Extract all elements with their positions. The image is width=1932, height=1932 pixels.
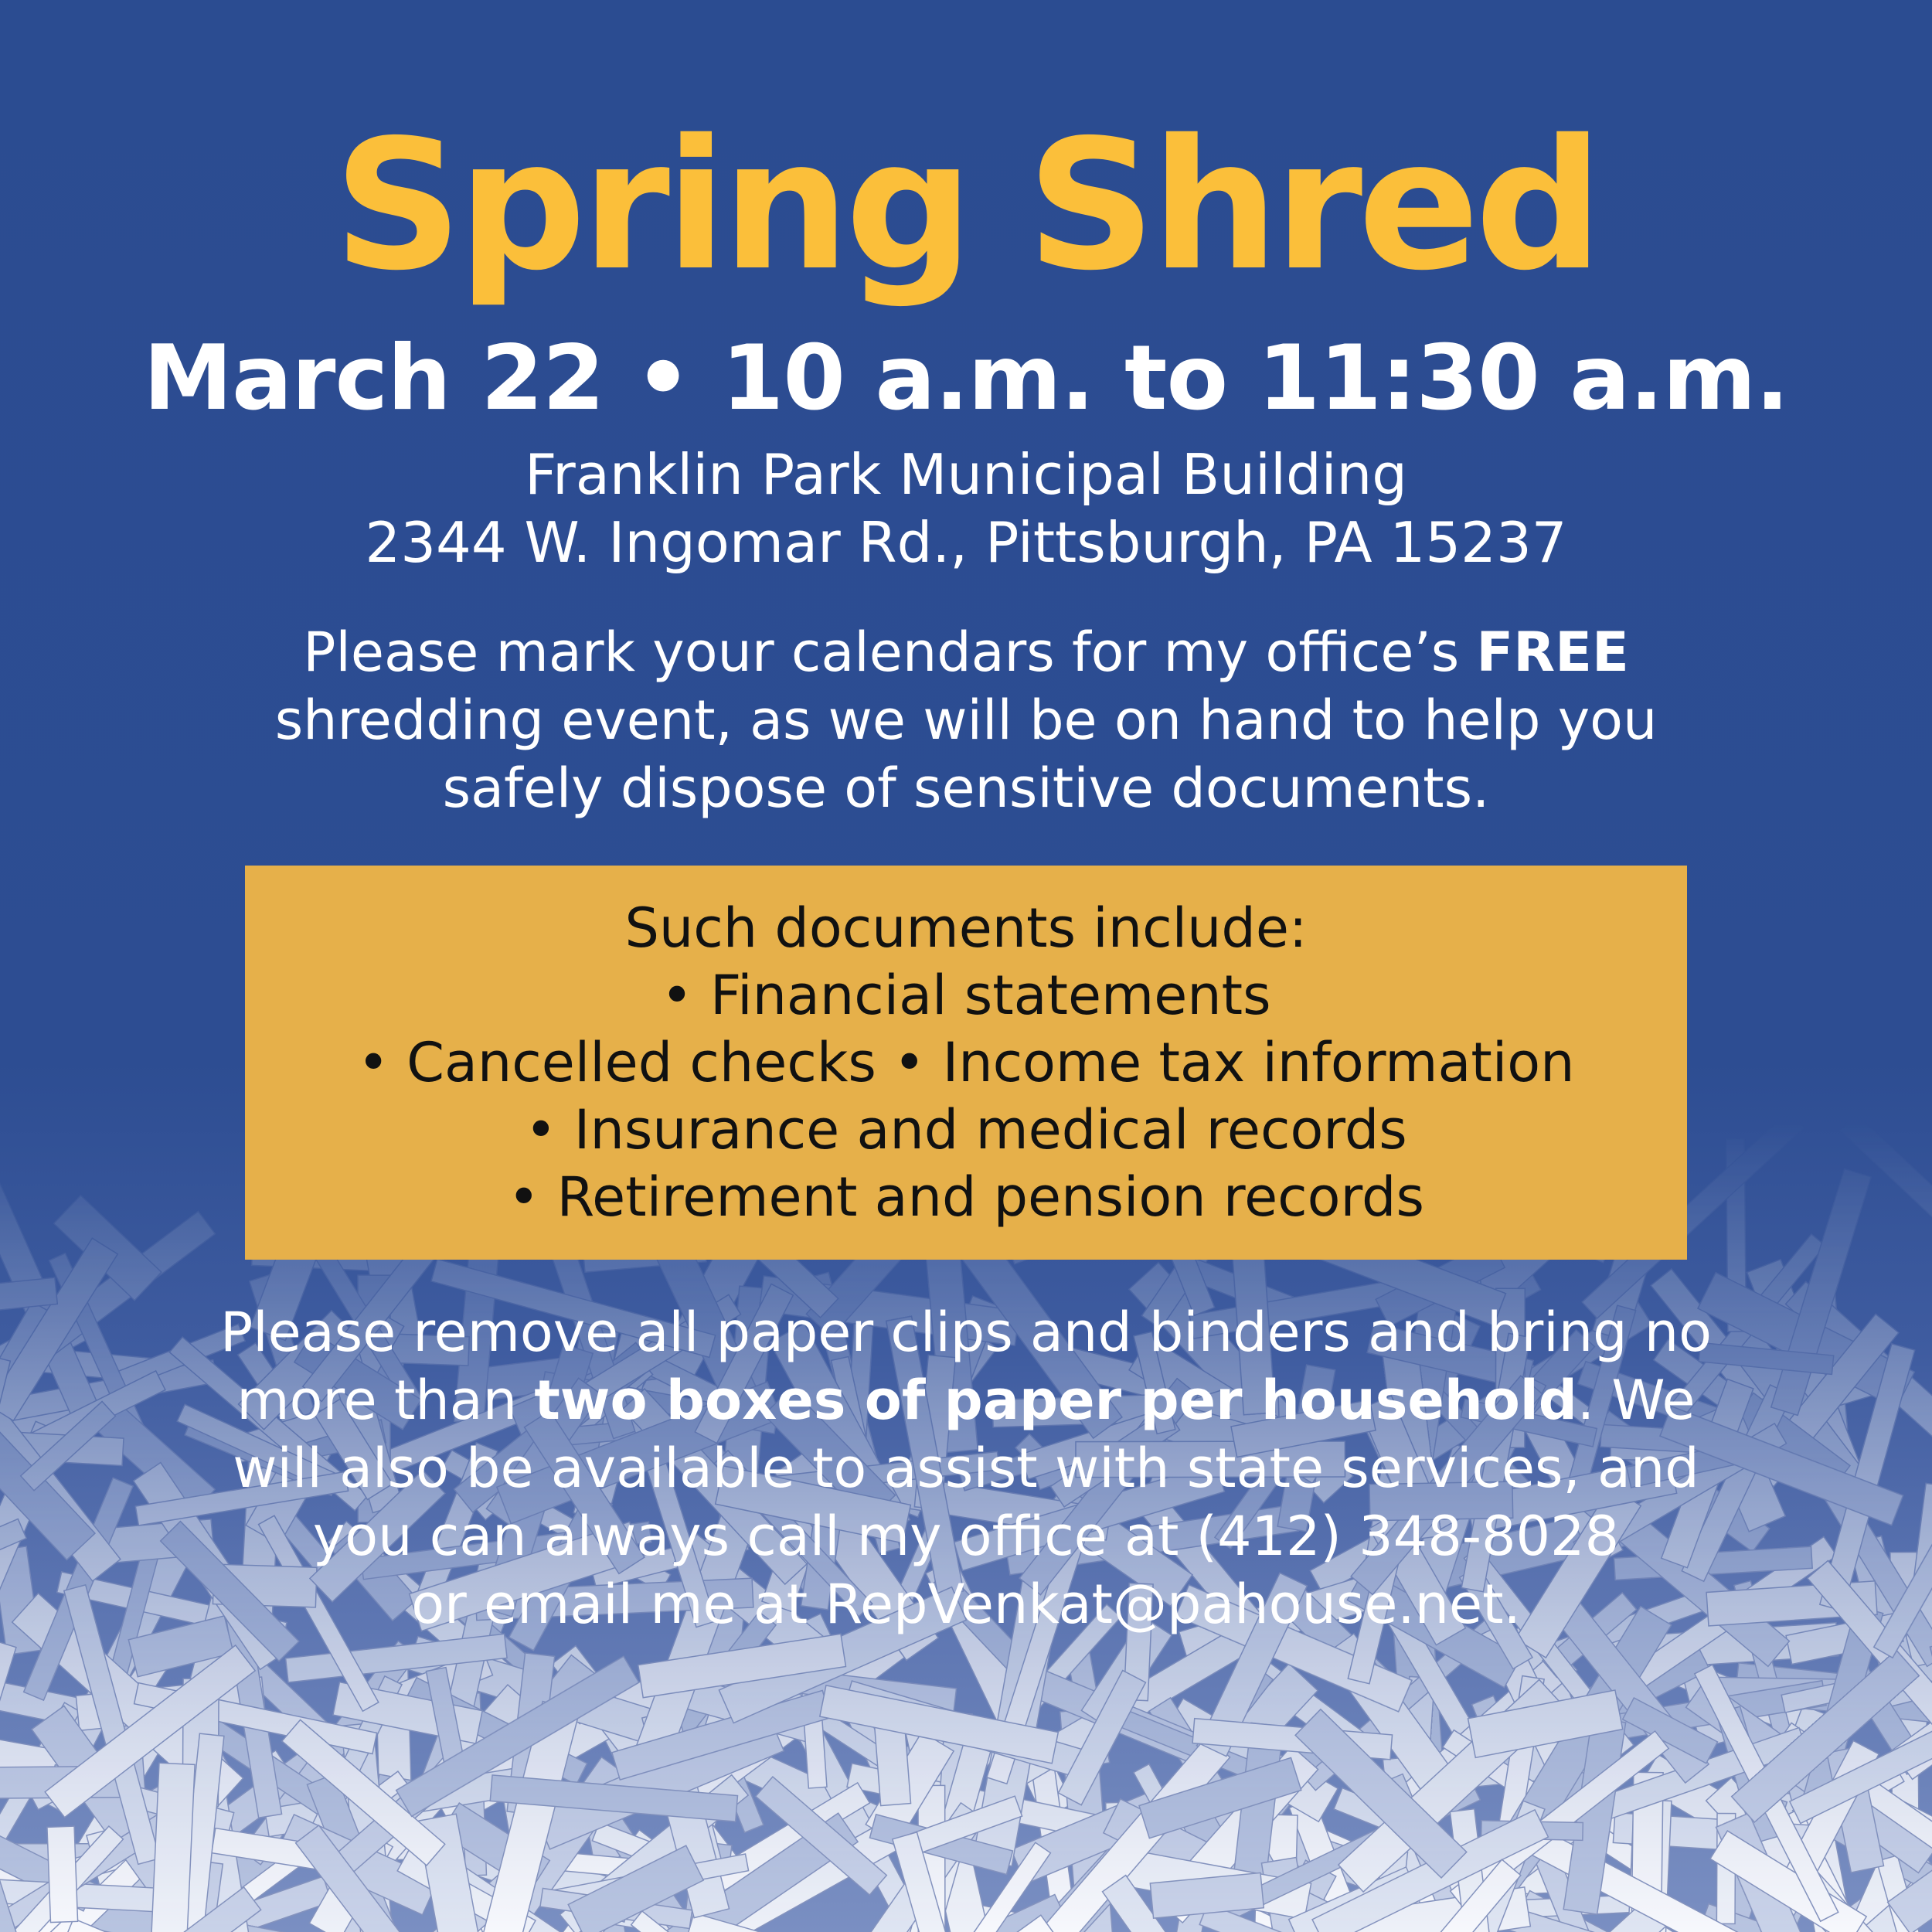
closing-line: [0, 1366, 1932, 1434]
intro-line: shredding event, as we will be on hand to help you: [274, 689, 1658, 752]
documents-box: [245, 866, 1687, 1260]
box-limit-emphasis: two boxes of paper per household: [534, 1369, 1577, 1432]
intro-line: [0, 618, 1932, 686]
closing-paragraph: [0, 1298, 1932, 1638]
document-item: • Cancelled checks • Income tax information: [357, 1031, 1575, 1094]
document-item: • Retirement and pension records: [508, 1165, 1424, 1229]
venue-address: 2344 W. Ingomar Rd., Pittsburgh, PA 15237: [365, 510, 1567, 575]
documents-heading: Such documents include:: [624, 896, 1308, 960]
free-emphasis: FREE: [1476, 621, 1629, 684]
closing-text: more than: [236, 1369, 535, 1432]
document-item: • Insurance and medical records: [525, 1098, 1407, 1162]
intro-line: safely dispose of sensitive documents.: [442, 757, 1490, 820]
intro-text: Please mark your calendars for my office’s: [303, 621, 1477, 684]
intro-paragraph: [0, 618, 1932, 822]
closing-line: or email me at RepVenkat@pahouse.net.: [411, 1573, 1521, 1636]
closing-text: . We: [1577, 1369, 1696, 1432]
event-title: Spring Shred: [333, 101, 1599, 310]
event-date-time: March 22 • 10 a.m. to 11:30 a.m.: [143, 326, 1789, 430]
venue-name: Franklin Park Municipal Building: [524, 442, 1407, 507]
closing-line: Please remove all paper clips and binders and bring no: [220, 1301, 1712, 1364]
event-venue: [0, 440, 1932, 577]
closing-line: you can always call my office at (412) 348-8028: [312, 1505, 1620, 1568]
closing-line: will also be available to assist with state services, and: [233, 1437, 1699, 1500]
document-item: • Financial statements: [661, 964, 1271, 1027]
